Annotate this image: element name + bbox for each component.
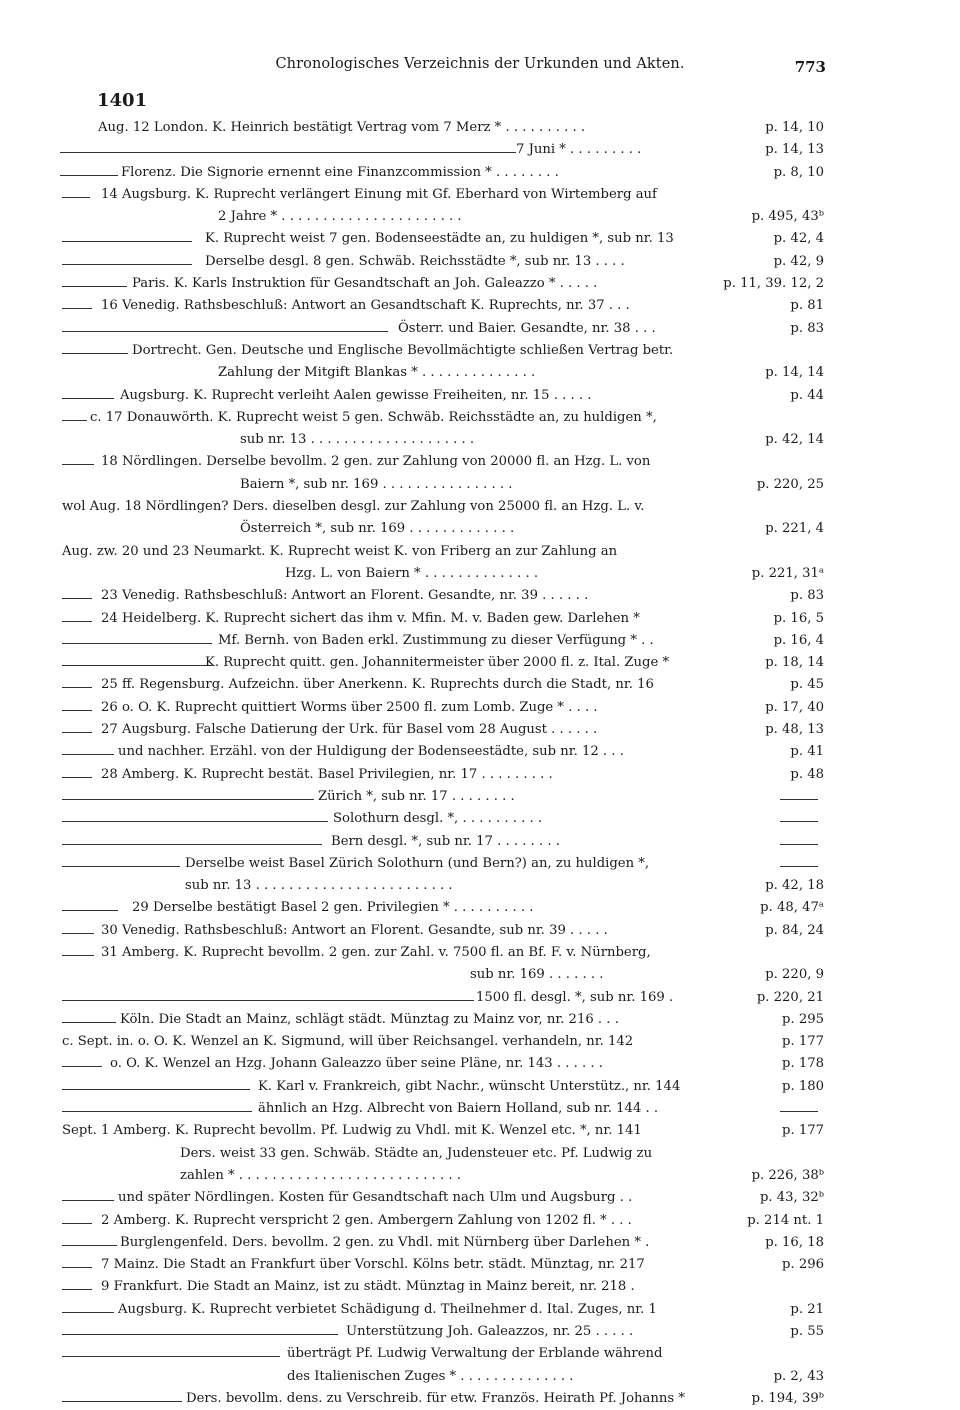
entry-line <box>0 1187 960 1209</box>
entry-line <box>0 1321 960 1343</box>
entry-line <box>0 608 960 630</box>
entry-text: 30 Venedig. Rathsbeschluß: Antwort an Florent. Gesandte, sub nr. 39 . . . . . <box>101 922 608 938</box>
entry-line <box>0 1053 960 1075</box>
entry-text: 31 Amberg. K. Ruprecht bevollm. 2 gen. zur Zahl. v. 7500 fl. an Bf. F. v. Nürnberg, <box>101 944 651 960</box>
ditto-rule <box>62 643 212 644</box>
entry-text: 25 ff. Regensburg. Aufzeichn. über Anerkenn. K. Ruprechts durch die Stadt, nr. 16 <box>101 677 654 693</box>
page-reference: p. 48 <box>790 766 824 782</box>
entry-text: Augsburg. K. Ruprecht verleiht Aalen gewisse Freiheiten, nr. 15 . . . . . <box>120 387 592 403</box>
ditto-rule <box>62 866 180 867</box>
entry-line <box>0 697 960 719</box>
entry-text: K. Karl v. Frankreich, gibt Nachr., wünscht Unterstütz., nr. 144 <box>258 1078 681 1094</box>
entry-line <box>0 630 960 652</box>
page-reference: p. 21 <box>790 1301 824 1317</box>
entry-text: sub nr. 13 . . . . . . . . . . . . . . . . . . . . <box>240 432 475 448</box>
entry-line <box>0 1210 960 1232</box>
entry-text: 28 Amberg. K. Ruprecht bestät. Basel Privilegien, nr. 17 . . . . . . . . . <box>101 766 553 782</box>
entry-text: Aug. zw. 20 und 23 Neumarkt. K. Ruprecht weist K. von Friberg an zur Zahlung an <box>62 543 618 559</box>
entry-text: 7 Juni * . . . . . . . . . <box>516 142 642 158</box>
entry-text: K. Ruprecht quitt. gen. Johannitermeister über 2000 fl. z. Ital. Zuge * <box>205 655 670 671</box>
page-reference: p. 2, 43 <box>773 1368 824 1384</box>
entry-line <box>0 228 960 250</box>
page-reference: p. 14, 14 <box>765 365 824 381</box>
ditto-rule <box>62 1022 116 1023</box>
ditto-rule <box>62 1066 102 1067</box>
ditto-rule <box>62 710 92 711</box>
entry-line <box>0 295 960 317</box>
reference-ditto-rule <box>780 821 818 822</box>
ditto-rule <box>62 799 314 800</box>
entry-line <box>0 162 960 184</box>
entry-line <box>0 964 960 986</box>
page-reference: p. 8, 10 <box>773 164 824 180</box>
ditto-rule <box>62 1401 182 1402</box>
reference-ditto-rule <box>780 844 818 845</box>
entry-text: sub nr. 169 . . . . . . . <box>470 967 604 983</box>
entry-text: Zahlung der Mitgift Blankas * . . . . . . . . . . . . . . <box>218 365 536 381</box>
entry-text: K. Ruprecht weist 7 gen. Bodenseestädte an, zu huldigen *, sub nr. 13 <box>205 231 674 247</box>
entry-text: wol Aug. 18 Nördlingen? Ders. dieselben desgl. zur Zahlung von 25000 fl. an Hzg. L. v. <box>62 499 645 515</box>
entry-text: Ders. bevollm. dens. zu Verschreib. für etw. Französ. Heirath Pf. Johanns * <box>186 1390 685 1406</box>
entry-text: c. Sept. in. o. O. K. Wenzel an K. Sigmund, will über Reichsangel. verhandeln, nr. 142 <box>62 1034 634 1050</box>
entry-text: Florenz. Die Signorie ernennt eine Finanzcommission * . . . . . . . . <box>121 164 559 180</box>
page-reference: p. 221, 31ᵃ <box>751 565 824 581</box>
entry-line <box>0 206 960 228</box>
page-reference: p. 180 <box>782 1078 824 1094</box>
entry-line <box>0 1366 960 1388</box>
entry-line <box>0 1143 960 1165</box>
ditto-rule <box>62 1000 474 1001</box>
entry-line <box>0 139 960 161</box>
ditto-rule <box>62 1334 338 1335</box>
ditto-rule <box>62 1200 114 1201</box>
entry-line <box>0 496 960 518</box>
entry-text: 16 Venedig. Rathsbeschluß: Antwort an Gesandtschaft K. Ruprechts, nr. 37 . . . <box>101 298 630 314</box>
entry-line <box>0 831 960 853</box>
entry-list <box>0 117 960 1410</box>
page-reference: p. 214 nt. 1 <box>747 1212 824 1228</box>
entry-text: Dortrecht. Gen. Deutsche und Englische Bevollmächtigte schließen Vertrag betr. <box>132 342 674 358</box>
page-reference: p. 16, 4 <box>773 632 824 648</box>
page-reference: p. 42, 9 <box>773 253 824 269</box>
page-reference: p. 11, 39. 12, 2 <box>723 276 824 292</box>
entry-line <box>0 585 960 607</box>
page-reference: p. 16, 18 <box>765 1234 824 1250</box>
entry-text: Baiern *, sub nr. 169 . . . . . . . . . . . . . . . . <box>240 476 513 492</box>
entry-text: Zürich *, sub nr. 17 . . . . . . . . <box>318 788 515 804</box>
entry-text: o. O. K. Wenzel an Hzg. Johann Galeazzo über seine Pläne, nr. 143 . . . . . . <box>110 1056 603 1072</box>
entry-text: 2 Amberg. K. Ruprecht verspricht 2 gen. Ambergern Zahlung von 1202 fl. * . . . <box>101 1212 632 1228</box>
entry-text: überträgt Pf. Ludwig Verwaltung der Erblande während <box>287 1346 663 1362</box>
entry-text: Hzg. L. von Baiern * . . . . . . . . . . . . . . <box>285 565 539 581</box>
page-reference: p. 177 <box>782 1034 824 1050</box>
entry-line <box>0 273 960 295</box>
entry-line <box>0 429 960 451</box>
entry-line <box>0 474 960 496</box>
ditto-rule <box>62 1356 280 1357</box>
entry-line <box>0 808 960 830</box>
ditto-rule <box>62 353 128 354</box>
entry-line <box>0 1165 960 1187</box>
entry-text: Solothurn desgl. *, . . . . . . . . . . <box>333 811 543 827</box>
entry-text: Burglengenfeld. Ders. bevollm. 2 gen. zu Vhdl. mit Nürnberg über Darlehen * . <box>120 1234 650 1250</box>
entry-text: des Italienischen Zuges * . . . . . . . . . . . . . . <box>287 1368 574 1384</box>
page-reference: p. 14, 13 <box>765 142 824 158</box>
ditto-rule <box>62 910 118 911</box>
page-reference: p. 178 <box>782 1056 824 1072</box>
ditto-rule <box>62 331 388 332</box>
entry-text: Mf. Bernh. von Baden erkl. Zustimmung zu dieser Verfügung * . . <box>218 632 654 648</box>
reference-ditto-rule <box>780 1111 818 1112</box>
ditto-rule <box>62 308 92 309</box>
entry-line <box>0 407 960 429</box>
entry-text: Derselbe weist Basel Zürich Solothurn (und Bern?) an, zu huldigen *, <box>185 855 650 871</box>
entry-text: ähnlich an Hzg. Albrecht von Baiern Holland, sub nr. 144 . . <box>258 1101 659 1117</box>
entry-line <box>0 1232 960 1254</box>
entry-line <box>0 786 960 808</box>
page-reference: p. 45 <box>790 677 824 693</box>
ditto-rule <box>62 598 92 599</box>
entry-line <box>0 362 960 384</box>
entry-line <box>0 318 960 340</box>
entry-line <box>0 942 960 964</box>
entry-line <box>0 1388 960 1410</box>
page-reference: p. 42, 14 <box>765 432 824 448</box>
entry-line <box>0 1009 960 1031</box>
page-reference: p. 84, 24 <box>765 922 824 938</box>
ditto-rule <box>62 286 127 287</box>
entry-text: 9 Frankfurt. Die Stadt an Mainz, ist zu städt. Münztag in Mainz bereit, nr. 218 . <box>101 1279 635 1295</box>
entry-line <box>0 897 960 919</box>
entry-text: c. 17 Donauwörth. K. Ruprecht weist 5 gen. Schwäb. Reichsstädte an, zu huldigen *, <box>90 409 657 425</box>
entry-line <box>0 451 960 473</box>
entry-text: zahlen * . . . . . . . . . . . . . . . . . . . . . . . . . . . <box>180 1167 461 1183</box>
ditto-rule <box>62 1267 92 1268</box>
entry-line <box>0 1343 960 1365</box>
page-reference: p. 48, 13 <box>765 722 824 738</box>
page-reference: p. 226, 38ᵇ <box>751 1167 824 1183</box>
entry-line <box>0 1031 960 1053</box>
entry-line <box>0 563 960 585</box>
page-reference: p. 18, 14 <box>765 655 824 671</box>
page-reference: p. 220, 9 <box>765 967 824 983</box>
ditto-rule <box>62 754 114 755</box>
ditto-rule <box>62 844 322 845</box>
entry-text: Unterstützung Joh. Galeazzos, nr. 25 . . . . . <box>346 1324 634 1340</box>
entry-line <box>0 1098 960 1120</box>
entry-text: Derselbe desgl. 8 gen. Schwäb. Reichsstädte *, sub nr. 13 . . . . <box>205 253 625 269</box>
entry-text: und später Nördlingen. Kosten für Gesandtschaft nach Ulm und Augsburg . . <box>118 1190 633 1206</box>
page-reference: p. 14, 10 <box>765 120 824 135</box>
entry-text: sub nr. 13 . . . . . . . . . . . . . . . . . . . . . . . . <box>185 878 453 894</box>
page-reference: p. 177 <box>782 1123 824 1139</box>
ditto-rule <box>62 464 94 465</box>
entry-line <box>0 719 960 741</box>
entry-line <box>0 184 960 206</box>
page-reference: p. 221, 4 <box>765 521 824 537</box>
page-reference: p. 295 <box>782 1011 824 1027</box>
ditto-rule <box>62 1223 92 1224</box>
page-reference: p. 16, 5 <box>773 610 824 626</box>
page-reference: p. 42, 4 <box>773 231 824 247</box>
ditto-rule <box>62 732 92 733</box>
entry-line <box>0 674 960 696</box>
ditto-rule <box>62 687 92 688</box>
entry-line <box>0 1299 960 1321</box>
entry-text: Augsburg. K. Ruprecht verbietet Schädigung d. Theilnehmer d. Ital. Zuges, nr. 1 <box>118 1301 657 1317</box>
ditto-rule <box>62 264 192 265</box>
entry-line <box>0 853 960 875</box>
entry-text: 14 Augsburg. K. Ruprecht verlängert Einung mit Gf. Eberhard von Wirtemberg auf <box>101 186 657 202</box>
entry-text: 26 o. O. K. Ruprecht quittiert Worms über 2500 fl. zum Lomb. Zuge * . . . . <box>101 699 598 715</box>
entry-text: Paris. K. Karls Instruktion für Gesandtschaft an Joh. Galeazzo * . . . . . <box>132 276 598 292</box>
page-reference: p. 83 <box>790 320 824 336</box>
entry-line <box>0 1120 960 1142</box>
ditto-rule <box>62 955 94 956</box>
reference-ditto-rule <box>780 866 818 867</box>
reference-ditto-rule <box>780 799 818 800</box>
entry-text: Österreich *, sub nr. 169 . . . . . . . . . . . . . <box>240 521 515 537</box>
entry-text: 7 Mainz. Die Stadt an Frankfurt über Vorschl. Kölns betr. städt. Münztag, nr. 217 <box>101 1257 645 1273</box>
page-reference: p. 55 <box>790 1324 824 1340</box>
page-reference: p. 17, 40 <box>765 699 824 715</box>
entry-text: Köln. Die Stadt an Mainz, schlägt städt. Münztag zu Mainz vor, nr. 216 . . . <box>120 1011 619 1027</box>
ditto-rule <box>62 197 90 198</box>
entry-line <box>0 875 960 897</box>
entry-line <box>0 652 960 674</box>
ditto-rule <box>60 175 118 176</box>
page-reference: p. 48, 47ᵃ <box>760 900 824 916</box>
page-reference: p. 81 <box>790 298 824 314</box>
entry-text: 23 Venedig. Rathsbeschluß: Antwort an Florent. Gesandte, nr. 39 . . . . . . <box>101 588 589 604</box>
ditto-rule <box>62 398 114 399</box>
entry-line <box>0 1076 960 1098</box>
entry-line <box>0 385 960 407</box>
entry-line <box>0 764 960 786</box>
entry-text: Ders. weist 33 gen. Schwäb. Städte an, Judensteuer etc. Pf. Ludwig zu <box>180 1145 653 1161</box>
entry-line <box>0 741 960 763</box>
ditto-rule <box>62 777 92 778</box>
entry-line <box>0 518 960 540</box>
ditto-rule <box>62 1089 250 1090</box>
ditto-rule <box>62 621 92 622</box>
page-reference: p. 296 <box>782 1257 824 1273</box>
ditto-rule <box>62 821 328 822</box>
entry-text: 18 Nördlingen. Derselbe bevollm. 2 gen. zur Zahlung von 20000 fl. an Hzg. L. von <box>101 454 651 470</box>
entry-line <box>0 987 960 1009</box>
ditto-rule <box>60 152 516 153</box>
entry-text: Bern desgl. *, sub nr. 17 . . . . . . . . <box>331 833 560 849</box>
ditto-rule <box>62 1111 252 1112</box>
entry-text: 27 Augsburg. Falsche Datierung der Urk. für Basel vom 28 August . . . . . . <box>101 722 598 738</box>
entry-text: und nachher. Erzähl. von der Huldigung der Bodenseestädte, sub nr. 12 . . . <box>118 744 624 760</box>
entry-text: Sept. 1 Amberg. K. Ruprecht bevollm. Pf. Ludwig zu Vhdl. mit K. Wenzel etc. *, nr. 141 <box>62 1123 642 1139</box>
ditto-rule <box>62 420 87 421</box>
entry-text: 24 Heidelberg. K. Ruprecht sichert das ihm v. Mfin. M. v. Baden gew. Darlehen * <box>101 610 640 626</box>
ditto-rule <box>62 1289 92 1290</box>
ditto-rule <box>62 1312 114 1313</box>
page-reference: p. 42, 18 <box>765 878 824 894</box>
page-reference: p. 44 <box>790 387 824 403</box>
entry-line <box>0 1276 960 1298</box>
page-reference: p. 41 <box>790 744 824 760</box>
entry-line <box>0 117 960 139</box>
entry-line <box>0 340 960 362</box>
ditto-rule <box>62 665 212 666</box>
page-reference: p. 194, 39ᵇ <box>751 1390 824 1406</box>
page-reference: p. 83 <box>790 588 824 604</box>
page-number: 773 <box>794 58 826 76</box>
ditto-rule <box>62 1245 117 1246</box>
year-heading: 1401 <box>97 90 148 111</box>
entry-line <box>0 920 960 942</box>
entry-line <box>0 1254 960 1276</box>
entry-text: 1500 fl. desgl. *, sub nr. 169 . <box>476 989 674 1005</box>
entry-line <box>0 541 960 563</box>
entry-line <box>0 251 960 273</box>
ditto-rule <box>62 933 94 934</box>
page-reference: p. 43, 32ᵇ <box>759 1190 824 1206</box>
page-reference: p. 220, 25 <box>756 476 824 492</box>
entry-text: Aug. 12 London. K. Heinrich bestätigt Vertrag vom 7 Merz * . . . . . . . . . . <box>98 120 586 135</box>
ditto-rule <box>62 241 192 242</box>
page-reference: p. 495, 43ᵇ <box>751 209 824 225</box>
entry-text: 29 Derselbe bestätigt Basel 2 gen. Privilegien * . . . . . . . . . . <box>132 900 534 916</box>
page-reference: p. 220, 21 <box>756 989 824 1005</box>
entry-text: Österr. und Baier. Gesandte, nr. 38 . . . <box>398 320 656 336</box>
running-title: Chronologisches Verzeichnis der Urkunden und Akten. <box>275 56 685 72</box>
entry-text: 2 Jahre * . . . . . . . . . . . . . . . . . . . . . . <box>218 209 462 225</box>
